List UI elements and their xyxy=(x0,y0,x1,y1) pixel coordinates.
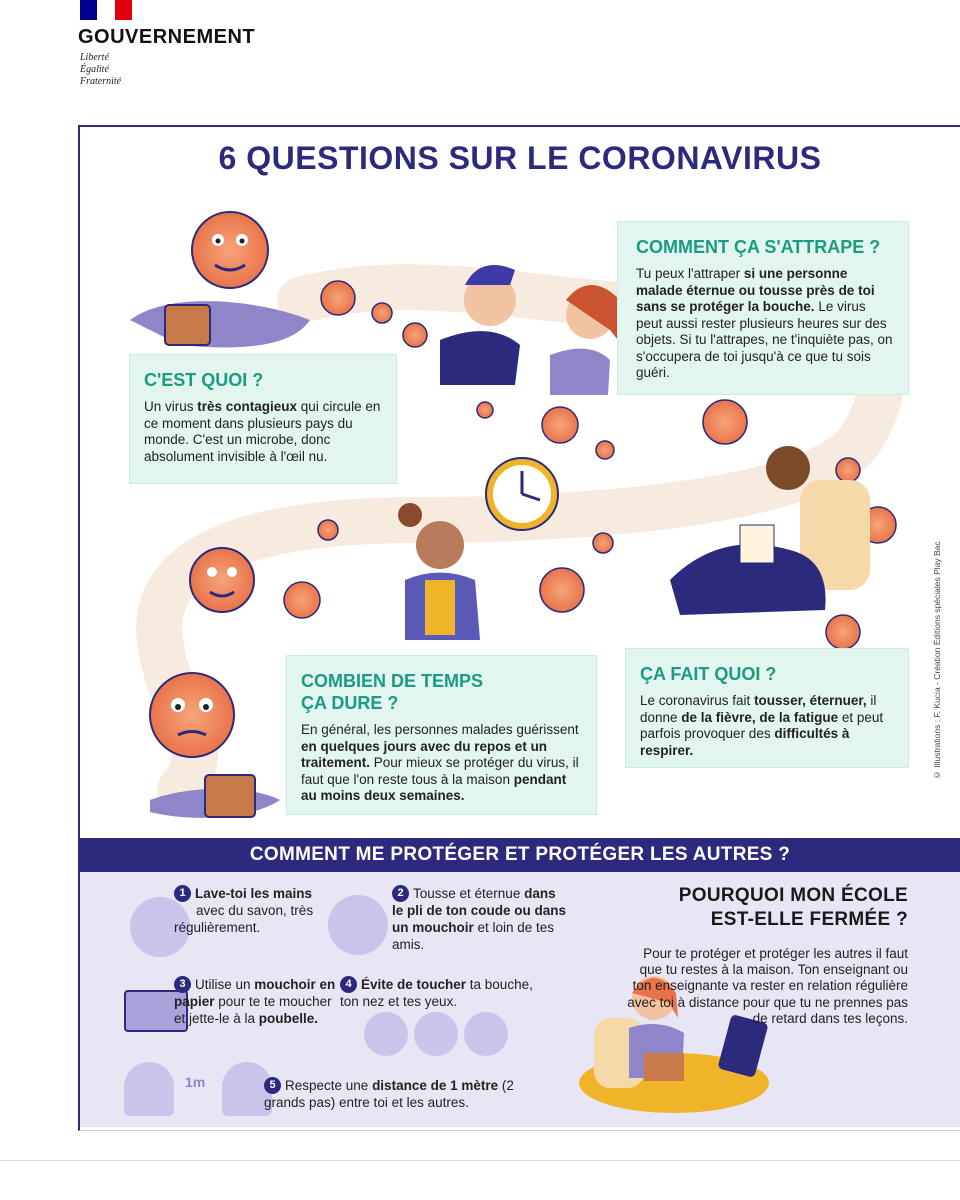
motto-fraternite: Fraternité xyxy=(80,76,122,87)
elbow-sneeze-icon xyxy=(328,895,388,955)
box-text: Le coronavirus fait tousser, éternuer, il donne de la fièvre, de la fatigue et peut parfois provoquer des difficultés à respirer. xyxy=(640,693,884,758)
virus-character-left xyxy=(190,548,254,612)
step-number: 5 xyxy=(264,1077,281,1094)
eye-icon xyxy=(464,1012,508,1056)
step-number: 2 xyxy=(392,885,409,902)
person-silhouette-icon xyxy=(124,1062,174,1116)
clock-icon xyxy=(486,458,558,530)
step-1: 1 Lave-toi les mains avec du savon, très régulièrement. xyxy=(174,886,314,935)
step-2: 2 Tousse et éternue dans le pli de ton coude ou dans un mouchoir et loin de tes amis. xyxy=(392,886,567,952)
distance-label: 1m xyxy=(185,1074,206,1090)
step-3: 3 Utilise un mouchoir en papier pour te te moucher et jette-le à la poubelle. xyxy=(174,977,336,1026)
step-4: 4 Évite de toucher ta bouche, ton nez et tes yeux. xyxy=(340,977,533,1009)
protection-section-title: COMMENT ME PROTÉGER ET PROTÉGER LES AUTRES ? xyxy=(80,838,960,872)
step-number: 4 xyxy=(340,976,357,993)
nose-icon xyxy=(364,1012,408,1056)
school-closed-title: POURQUOI MON ÉCOLE EST-ELLE FERMÉE ? xyxy=(678,885,908,930)
info-box-symptoms xyxy=(626,649,908,767)
government-name: GOUVERNEMENT xyxy=(78,26,256,48)
info-box-what-is-it xyxy=(130,355,396,483)
box-title: ÇA FAIT QUOI ? xyxy=(640,664,777,684)
info-box-duration xyxy=(287,656,596,814)
illustration-credit: © Illustrations : F. Kucia - Création Éditions spéciales Play Bac xyxy=(932,541,942,780)
box-title: COMMENT ÇA S'ATTRAPE ? xyxy=(636,237,881,257)
poster-title: 6 QUESTIONS SUR LE CORONAVIRUS xyxy=(218,140,822,176)
school-closed-text: Pour te protéger et protéger les autres il faut que tu restes à la maison. Ton enseignant ou ton enseignante va rester en relation régulière avec toi à distance pour que tu ne prennes pas de retard dans tes leçons. xyxy=(627,946,908,1026)
box-text: En général, les personnes malades guérissent en quelques jours avec du repos et un traitement. Pour mieux se protéger du virus, il faut que l'on reste tous à la maison pendant au moins deux semaines. xyxy=(301,722,579,803)
page-divider xyxy=(0,1160,960,1161)
step-number: 1 xyxy=(174,885,191,902)
box-title: C'EST QUOI ? xyxy=(144,370,264,390)
motto-liberte: Liberté xyxy=(80,52,109,63)
motto-egalite: Égalité xyxy=(80,64,109,75)
box-text: Un virus très contagieux qui circule en ce moment dans plusieurs pays du monde. C'est un microbe, donc absolument invisible à l'œil nu. xyxy=(144,399,381,464)
step-number: 3 xyxy=(174,976,191,993)
step-5: 5 Respecte une distance de 1 mètre (2 grands pas) entre toi et les autres. xyxy=(264,1078,514,1110)
mouth-icon xyxy=(414,1012,458,1056)
box-text: Tu peux l'attraper si une personne malade éternue ou tousse près de toi sans se protéger la bouche. Le virus peut aussi rester plusieurs heures sur des objets. Si tu l'attrapes, ne t'inquiète pas, on s'occupera de toi jusqu'à ce que tu sois guéri. xyxy=(636,266,893,380)
box-title: COMBIEN DE TEMPS ÇA DURE ? xyxy=(301,671,484,713)
info-box-how-caught xyxy=(618,222,908,394)
